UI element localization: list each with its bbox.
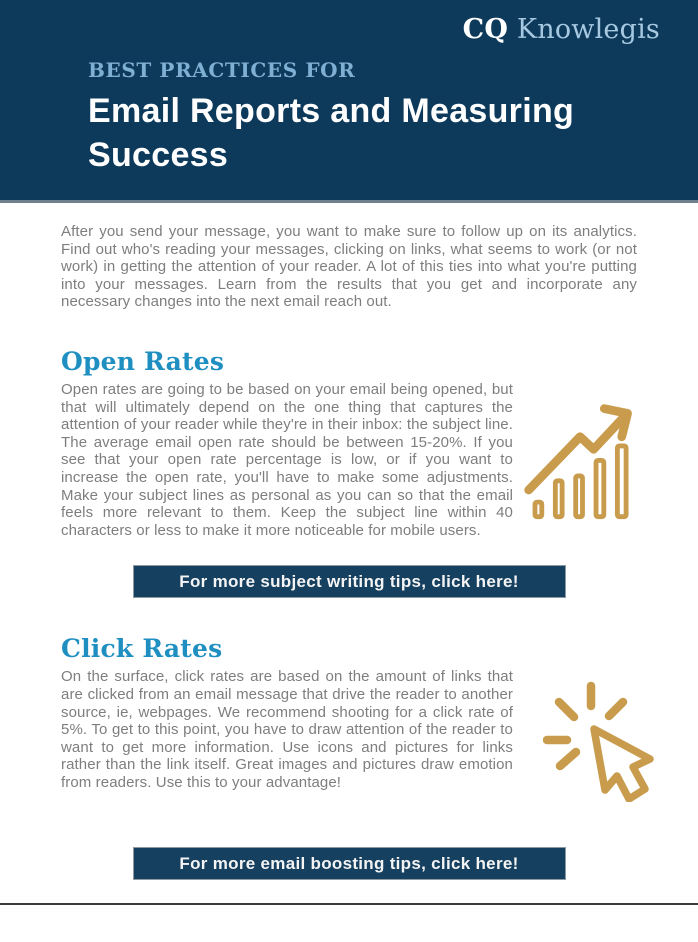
bottom-divider [0, 903, 698, 905]
section-open-rates [61, 347, 637, 539]
click-rates-paragraph: On the surface, click rates are based on the amount of links that are clicked from an email message that drive the reader to another source, ie, webpages. We recommend shooting for a click rate of 5%. To get to this point, you have to draw attention of the reader to want to get more information. Use icons and pictures for links rather than the link itself. Great images and pictures draw emotion from readers. Use this to your advantage! [61, 668, 513, 791]
click-rates-heading: Click Rates [61, 634, 223, 664]
cursor-click-icon [543, 676, 655, 807]
open-rates-heading: Open Rates [61, 346, 225, 376]
header-band [0, 0, 698, 203]
brand-logo-name: Knowlegis [516, 14, 660, 45]
intro-paragraph: After you send your message, you want to make sure to follow up on its analytics. Find out who's reading your messages, clicking on links, what seems to work (or not work) in getting the attention of your reader. A lot of this ties into what you're putting into your messages. Learn from the results that you get and incorporate any necessary changes into the next email reach out. [61, 223, 637, 311]
brand-logo [463, 14, 660, 45]
header-text-block [88, 58, 618, 177]
bar-chart-growth-icon [519, 395, 645, 528]
open-rates-row [61, 381, 637, 539]
section-click-rates [61, 634, 637, 807]
email-boosting-tips-button[interactable]: For more email boosting tips, click here! [133, 847, 566, 880]
content-area [0, 223, 698, 880]
page-title: Email Reports and Measuring Success [88, 92, 575, 174]
subject-tips-button[interactable]: For more subject writing tips, click here! [133, 565, 566, 598]
open-rates-paragraph: Open rates are going to be based on your email being opened, but that will ultimately depend on the one thing that captures the attention of your reader while they're in their inbox: the subject line. The average email open rate should be between 15-20%. If you see that your open rate percentage is low, or if you want to increase the open rate, you'll have to make some adjustments. Make your subject lines as personal as you can so that the email feels more relevant to them. Keep the subject line within 40 characters or less to make it more noticeable for mobile users. [61, 380, 513, 539]
brand-logo-prefix: CQ [462, 14, 509, 45]
eyebrow-label: BEST PRACTICES FOR [88, 58, 356, 82]
click-rates-row [61, 668, 637, 807]
